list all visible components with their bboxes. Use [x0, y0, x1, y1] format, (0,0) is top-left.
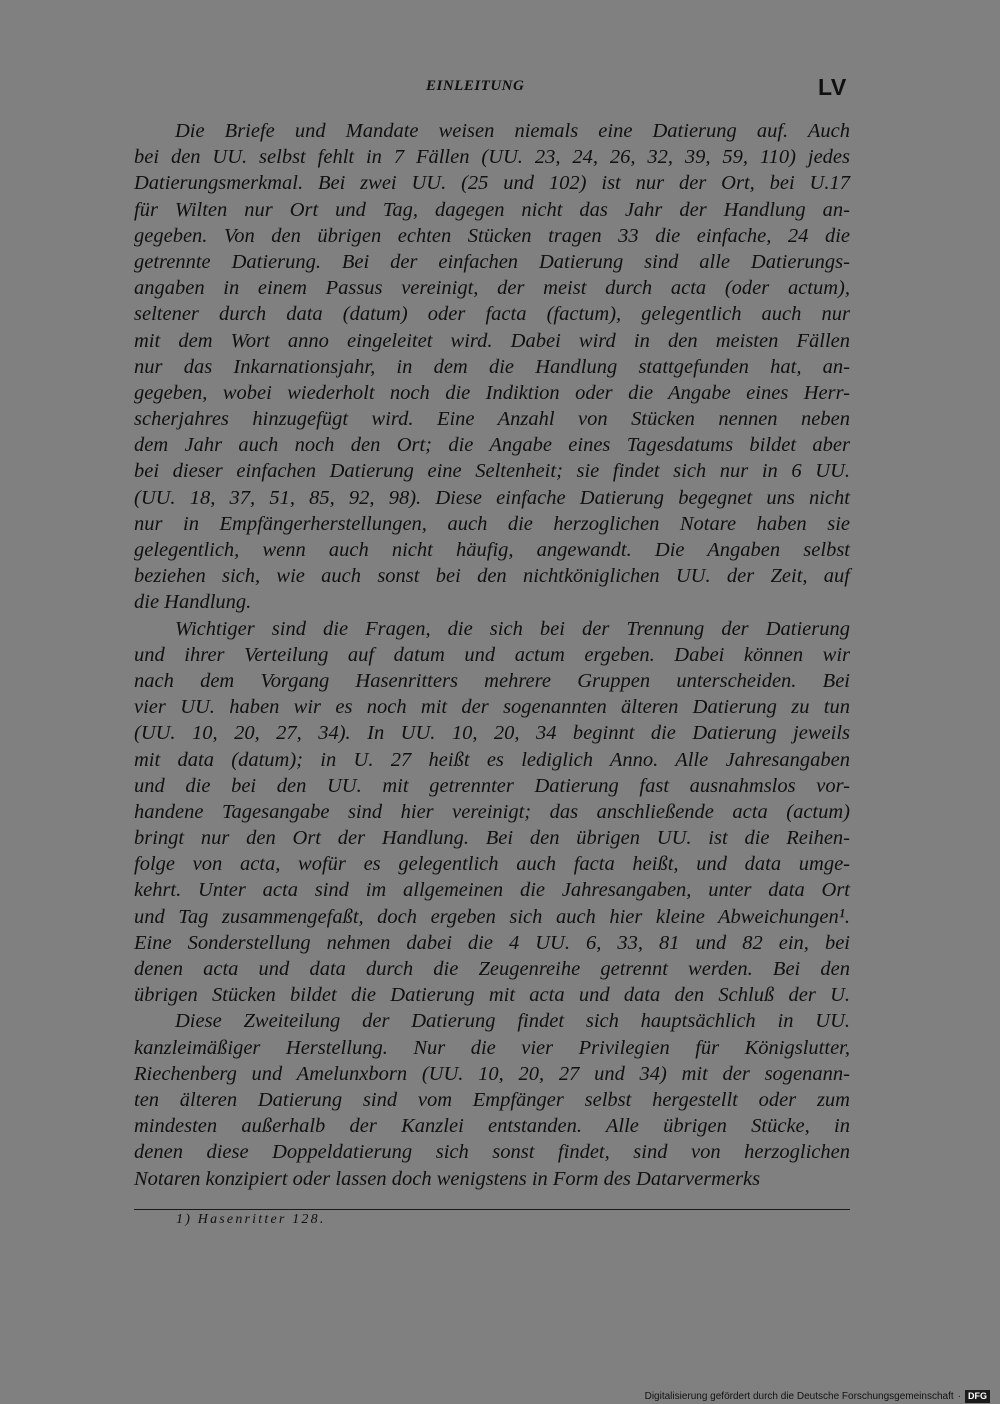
- text-line: (UU. 18, 37, 51, 85, 92, 98). Diese einfache Datierung begegnet uns nicht: [134, 486, 850, 509]
- digitization-credit: [645, 1389, 990, 1403]
- text-line: Die Briefe und Mandate weisen niemals eine Datierung auf. Auch: [175, 120, 850, 142]
- text-line: denen acta und data durch die Zeugenreihe getrennt werden. Bei den: [134, 958, 850, 980]
- text-line: scherjahres hinzugefügt wird. Eine Anzahl von Stücken nennen neben: [134, 408, 850, 431]
- text-line: Riechenberg und Amelunxborn (UU. 10, 20, 27 und 34) mit der sogenann-: [134, 1062, 850, 1085]
- text-line: für Wilten nur Ort und Tag, dagegen nicht das Jahr der Handlung an-: [134, 198, 850, 221]
- text-line: Wichtiger sind die Fragen, die sich bei der Trennung der Datierung: [175, 617, 850, 640]
- text-line: ten älteren Datierung sind vom Empfänger selbst hergestellt oder zum: [134, 1088, 850, 1111]
- text-line: Datierungsmerkmal. Bei zwei UU. (25 und 102) ist nur der Ort, bei U.17: [134, 172, 850, 195]
- text-line: seltener durch data (datum) oder facta (factum), gelegentlich auch nur: [134, 303, 850, 326]
- text-line: Notaren konzipiert oder lassen doch wenigstens in Form des Datarvermerks: [134, 1167, 761, 1190]
- running-header: [0, 74, 1000, 102]
- text-line: vier UU. haben wir es noch mit der sogenannten älteren Datierung zu tun: [134, 696, 850, 719]
- text-line: angaben in einem Passus vereinigt, der meist durch acta (oder actum),: [134, 277, 850, 300]
- text-line: denen diese Doppeldatierung sich sonst findet, sind von herzoglichen: [134, 1141, 850, 1164]
- text-line: gegeben, wobei wiederholt noch die Indiktion oder die Angabe eines Herr-: [134, 381, 850, 404]
- text-line: bei den UU. selbst fehlt in 7 Fällen (UU. 23, 24, 26, 32, 39, 59, 110) jedes: [134, 146, 850, 169]
- credit-text: Digitalisierung gefördert durch die Deutsche Forschungsgemeinschaft: [644, 1390, 954, 1402]
- text-line: beziehen sich, wie auch sonst bei den nichtköniglichen UU. der Zeit, auf: [134, 565, 850, 588]
- text-line: nach dem Vorgang Hasenritters mehrere Gruppen unterscheiden. Bei: [134, 669, 850, 692]
- footnote: 1) Hasenritter 128.: [176, 1212, 326, 1227]
- text-line: getrennte Datierung. Bei der einfachen Datierung sind alle Datierungs-: [134, 250, 850, 273]
- text-line: Eine Sonderstellung nehmen dabei die 4 UU. 6, 33, 81 und 82 ein, bei: [134, 931, 850, 954]
- text-line: mit data (datum); in U. 27 heißt es lediglich Anno. Alle Jahresangaben: [134, 748, 850, 771]
- text-line: übrigen Stücken bildet die Datierung mit acta und data den Schluß der U.: [134, 984, 850, 1007]
- text-line: bringt nur den Ort der Handlung. Bei den übrigen UU. ist die Reihen-: [134, 827, 850, 850]
- running-title: EINLEITUNG: [426, 78, 525, 94]
- text-line: gegeben. Von den übrigen echten Stücken tragen 33 die einfache, 24 die: [134, 224, 850, 247]
- text-line: mit dem Wort anno eingeleitet wird. Dabei wird in den meisten Fällen: [134, 329, 850, 352]
- footnote-rule: [134, 1209, 850, 1210]
- text-line: kanzleimäßiger Herstellung. Nur die vier Privilegien für Königslutter,: [134, 1036, 850, 1059]
- text-line: dem Jahr auch noch den Ort; die Angabe eines Tagesdatums bildet aber: [134, 434, 850, 457]
- text-line: nur in Empfängerherstellungen, auch die herzoglichen Notare haben sie: [134, 512, 850, 535]
- text-line: folge von acta, wofür es gelegentlich auch facta heißt, und data umge-: [134, 853, 850, 876]
- text-line: mindesten außerhalb der Kanzlei entstanden. Alle übrigen Stücke, in: [134, 1115, 850, 1138]
- dfg-logo: DFG: [965, 1390, 990, 1403]
- text-line: kehrt. Unter acta sind im allgemeinen die Jahresangaben, unter data Ort: [134, 879, 850, 902]
- text-line: und die bei den UU. mit getrennter Datierung fast ausnahmslos vor-: [134, 774, 850, 797]
- text-line: handene Tagesangabe sind hier vereinigt; das anschließende acta (actum): [134, 800, 850, 823]
- text-line: (UU. 10, 20, 27, 34). In UU. 10, 20, 34 beginnt die Datierung jeweils: [134, 722, 850, 745]
- text-line: und ihrer Verteilung auf datum und actum ergeben. Dabei können wir: [134, 643, 850, 666]
- text-line: nur das Inkarnationsjahr, in dem die Handlung stattgefunden hat, an-: [134, 355, 850, 378]
- text-line: Diese Zweiteilung der Datierung findet sich hauptsächlich in UU.: [175, 1010, 850, 1033]
- text-line: gelegentlich, wenn auch nicht häufig, angewandt. Die Angaben selbst: [134, 539, 850, 561]
- page-number: LV: [818, 74, 847, 100]
- text-line: und Tag zusammengefaßt, doch ergeben sich auch hier kleine Abweichungen¹.: [134, 905, 850, 928]
- body-text: [134, 118, 850, 1192]
- credit-separator: ·: [957, 1390, 961, 1402]
- text-line: die Handlung.: [134, 591, 252, 614]
- text-line: bei dieser einfachen Datierung eine Seltenheit; sie findet sich nur in 6 UU.: [134, 460, 850, 483]
